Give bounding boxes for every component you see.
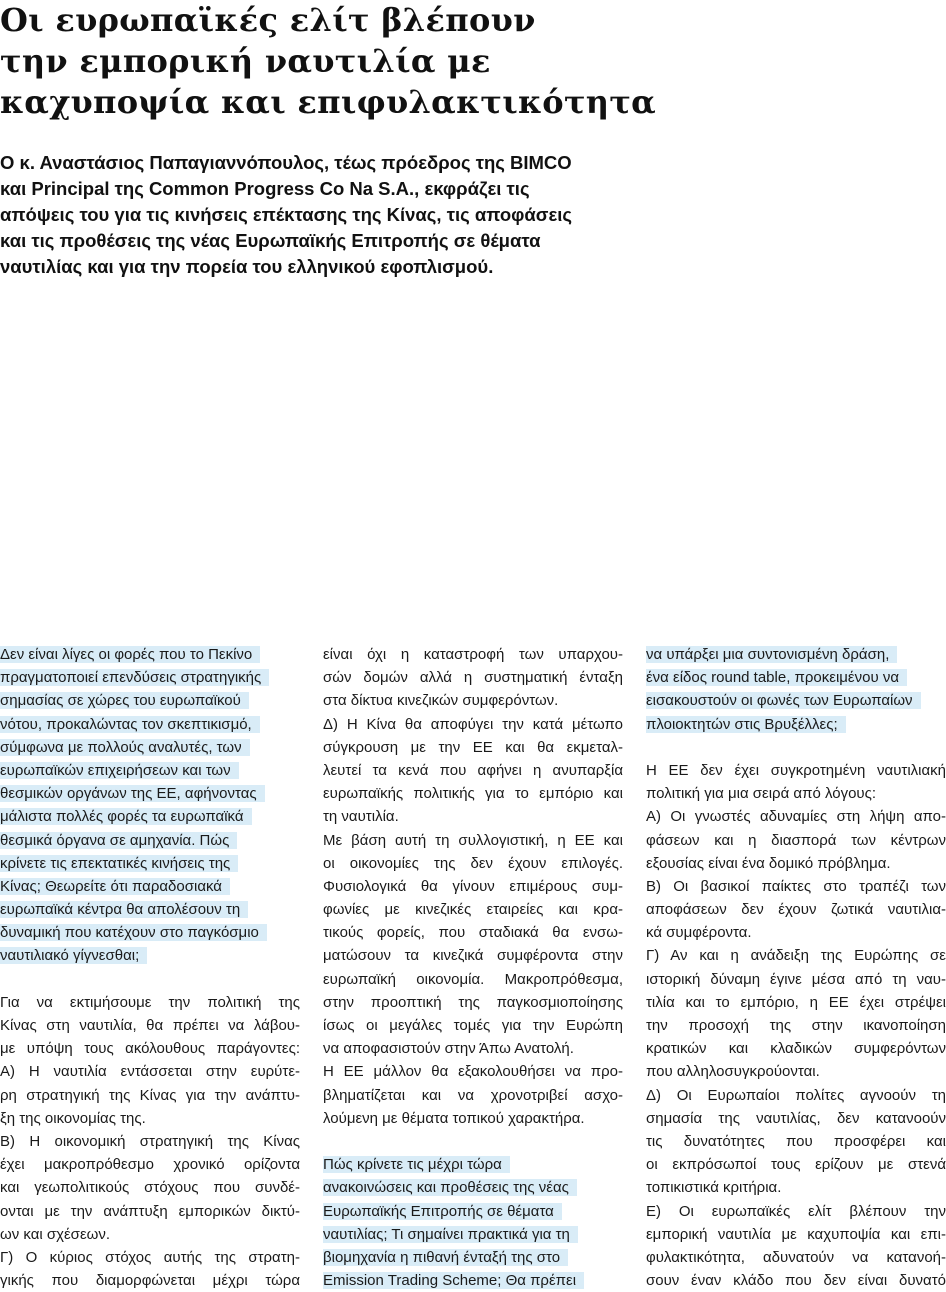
- answer-line: έχει μακροπρόθεσμο χρονικό ορίζοντα: [0, 1156, 300, 1174]
- question-line: ναυτιλιακό γίγνεσθαι;: [0, 947, 147, 964]
- question-line: Δεν είναι λίγες οι φορές που το Πεκίνο: [0, 646, 260, 663]
- answer-line: εξουσίας είναι ένα δομικό πρόβλημα.: [646, 854, 891, 872]
- answer-line: τιλία και το εμπόριο, η ΕΕ έχει στρέψει: [646, 993, 946, 1011]
- title-line: καχυποψία και επιφυλακτικότητα: [0, 83, 657, 121]
- answer-line: να αποφασιστούν στην Άπω Ανατολή.: [323, 1040, 574, 1058]
- question-line: να υπάρξει μια συντονισμένη δράση,: [646, 646, 897, 663]
- answer-line: Γ) Ο κύριος στόχος αυτής της στρατη-: [0, 1248, 300, 1266]
- answer-line: σημασία της ναυτιλίας, δεν κατανοούν: [646, 1109, 946, 1127]
- answer-line: σύγκρουση με την ΕΕ και θα εκμεταλ-: [323, 738, 623, 756]
- answer-line: αποφάσεων δεν έχουν ζωτικά ναυτιλια-: [646, 901, 946, 919]
- answer-line: τοπικιστικά κριτήρια.: [646, 1179, 782, 1197]
- answer-line: Β) Οι βασικοί παίκτες στο τραπέζι των: [646, 877, 946, 895]
- answer-line: ευρωπαϊκής πολιτικής για το εμπόριο και: [323, 785, 623, 803]
- lead-line: και Principal της Common Progress Co Na S.A., εκφράζει τις: [0, 178, 530, 199]
- answer-line: βληματίζεται και να χρονοτριβεί ασχο-: [323, 1086, 623, 1104]
- article-title: [0, 0, 940, 123]
- answer-line: φάσεων και η διασπορά των κέντρων: [646, 831, 946, 849]
- answer-line: Α) Η ναυτιλία εντάσσεται στην ευρύτε-: [0, 1063, 300, 1081]
- answer-line: σών δομών αλλά η συστηματική ένταξη: [323, 669, 623, 687]
- answer-line: Δ) Οι Ευρωπαίοι πολίτες αγνοούν τη: [646, 1086, 946, 1104]
- answer-line: ευρωπαϊκή οικονομία. Μακροπρόθεσμα,: [323, 970, 623, 988]
- question-line: κρίνετε τις επεκτατικές κινήσεις της: [0, 855, 238, 872]
- answer-line: Η ΕΕ μάλλον θα εξακολουθήσει να προ-: [323, 1063, 623, 1081]
- answer-line: στα δίκτυα κινεζικών συμφερόντων.: [323, 692, 559, 710]
- question-block: [0, 643, 300, 968]
- text-column-2: [323, 643, 623, 1292]
- question-line: πλοιοκτητών στις Βρυξέλλες;: [646, 716, 846, 733]
- answer-line: λευτεί τα κενά που αφήνει η ανυπαρξία: [323, 761, 623, 779]
- question-line: θεσμικών οργάνων της ΕΕ, αφήνοντας: [0, 785, 265, 802]
- question-line: Κίνας; Θεωρείτε ότι παραδοσιακά: [0, 878, 230, 895]
- answer-line: Η ΕΕ δεν έχει συγκροτημένη ναυτιλιακή: [646, 761, 946, 779]
- answer-line: τικούς φορείς, που σταδιακά θα ενσω-: [323, 924, 623, 942]
- answer-line: Β) Η οικονομική στρατηγική της Κίνας: [0, 1132, 300, 1150]
- answer-line: Φυσιολογικά θα γίνουν επιμέρους συμ-: [323, 877, 623, 895]
- question-line: σημασίας σε χώρες του ευρωπαϊκού: [0, 692, 249, 709]
- answer-line: Γ) Αν και η ανάδειξη της Ευρώπης σε: [646, 947, 946, 965]
- answer-line: είναι όχι η καταστροφή των υπαρχου-: [323, 646, 623, 663]
- answer-line: Κίνας στη ναυτιλία, θα πρέπει να λάβου-: [0, 1017, 300, 1034]
- answer-block: [323, 643, 623, 1130]
- answer-line: με υπόψη τους ακόλουθους παράγοντες:: [0, 1040, 300, 1058]
- answer-line: εμπορική ναυτιλία με καχυποψία και επι-: [646, 1225, 946, 1243]
- answer-line: Α) Οι γνωστές αδυναμίες στη λήψη απο-: [646, 808, 946, 826]
- answer-line: οι εκπρόσωποί τους ερίζουν με στενά: [646, 1156, 946, 1174]
- answer-line: ων και σχέσεων.: [0, 1225, 111, 1243]
- answer-line: κά συμφέροντα.: [646, 924, 752, 942]
- answer-line: στην προοπτική της παγκοσμιοποίησης: [323, 993, 623, 1011]
- question-line: μάλιστα πολλές φορές τα ευρωπαϊκά: [0, 808, 252, 825]
- answer-line: την προσοχή της στην ικανοποίηση: [646, 1017, 946, 1034]
- lead-line: απόψεις του για τις κινήσεις επέκτασης της Κίνας, τις αποφάσεις: [0, 204, 572, 225]
- question-block: [323, 1153, 623, 1292]
- title-line: Οι ευρωπαϊκές ελίτ βλέπουν: [0, 1, 536, 39]
- answer-line: φωνίες με κινεζικές εταιρείες και κρα-: [323, 901, 623, 919]
- question-line: θεσμικά όργανα σε αμηχανία. Πώς: [0, 832, 237, 849]
- answer-line: Ε) Οι ευρωπαϊκές ελίτ βλέπουν την: [646, 1202, 946, 1220]
- answer-line: τις δυνατότητες που προσφέρει και: [646, 1132, 946, 1150]
- question-line: Ευρωπαϊκής Επιτροπής σε θέματα: [323, 1203, 562, 1220]
- text-column-3: [646, 643, 946, 1292]
- question-block: [646, 643, 946, 736]
- question-line: πραγματοποιεί επενδύσεις στρατηγικής: [0, 669, 269, 686]
- question-line: σύμφωνα με πολλούς αναλυτές, των: [0, 739, 250, 756]
- answer-line: ματώσουν τα κινεζικά συμφέροντα στην: [323, 947, 623, 965]
- answer-line: Με βάση αυτή τη συλλογιστική, η ΕΕ και: [323, 831, 623, 849]
- answer-line: Δ) Η Κίνα θα αποφύγει την κατά μέτωπο: [323, 715, 623, 733]
- question-line: ένα είδος round table, προκειμένου να: [646, 669, 907, 686]
- question-line: Emission Trading Scheme; Θα πρέπει: [323, 1272, 584, 1289]
- answer-line: φυλακτικότητα, αδυνατούν να κατανοή-: [646, 1248, 946, 1266]
- question-line: νότου, προκαλώντας τον σκεπτικισμό,: [0, 716, 260, 733]
- lead-line: Ο κ. Αναστάσιος Παπαγιαννόπουλος, τέως πρόεδρος της BIMCO: [0, 152, 572, 173]
- answer-line: λούμενη με θέματα τοπικού χαρακτήρα.: [323, 1109, 585, 1127]
- answer-block: [0, 991, 300, 1292]
- question-line: εισακουστούν οι φωνές των Ευρωπαίων: [646, 692, 921, 709]
- answer-line: γικής που διαμορφώνεται μέχρι τώρα: [0, 1272, 300, 1290]
- answer-line: ξη της οικονομίας της.: [0, 1109, 146, 1127]
- title-line: την εμπορική ναυτιλία με: [0, 42, 491, 80]
- answer-line: οι οικονομίες της δεν έχουν επιλογές.: [323, 854, 623, 872]
- question-line: ευρωπαϊκά κέντρα θα απολέσουν τη: [0, 901, 248, 918]
- answer-line: ονται με την ανάπτυξη εμπορικών δικτύ-: [0, 1202, 300, 1220]
- lead-line: ναυτιλίας και για την πορεία του ελληνικού εφοπλισμού.: [0, 256, 494, 277]
- answer-line: ιστορική δύναμη έγινε μέσα από τη ναυ-: [646, 970, 946, 988]
- answer-line: ρη στρατηγική της Κίνας για την ανάπτυ-: [0, 1086, 300, 1104]
- article-lead: [0, 150, 620, 280]
- answer-line: που αλληλοσυγκρούονται.: [646, 1063, 820, 1081]
- question-line: ανακοινώσεις και προθέσεις της νέας: [323, 1179, 577, 1196]
- answer-line: πολιτική για μια σειρά από λόγους:: [646, 785, 877, 803]
- question-line: βιομηχανία η πιθανή ένταξή της στο: [323, 1249, 568, 1266]
- question-line: δυναμική που κατέχουν στο παγκόσμιο: [0, 924, 267, 941]
- question-line: Πώς κρίνετε τις μέχρι τώρα: [323, 1156, 510, 1173]
- answer-line: και γεωπολιτικούς στόχους που συνδέ-: [0, 1179, 300, 1197]
- lead-line: και τις προθέσεις της νέας Ευρωπαϊκής Επιτροπής σε θέματα: [0, 230, 541, 251]
- text-column-1: [0, 643, 300, 1292]
- answer-line: σουν έναν κλάδο που δεν είναι δυνατό: [646, 1272, 946, 1290]
- question-line: ναυτιλίας; Τι σημαίνει πρακτικά για τη: [323, 1226, 578, 1243]
- answer-line: κρατικών και κλαδικών συμφερόντων: [646, 1040, 946, 1058]
- answer-line: ίσως οι μεγάλες τομές για την Ευρώπη: [323, 1017, 623, 1034]
- question-line: ευρωπαϊκών επιχειρήσεων και των: [0, 762, 239, 779]
- answer-line: τη ναυτιλία.: [323, 808, 399, 826]
- answer-block: [646, 759, 946, 1292]
- answer-line: Για να εκτιμήσουμε την πολιτική της: [0, 993, 300, 1011]
